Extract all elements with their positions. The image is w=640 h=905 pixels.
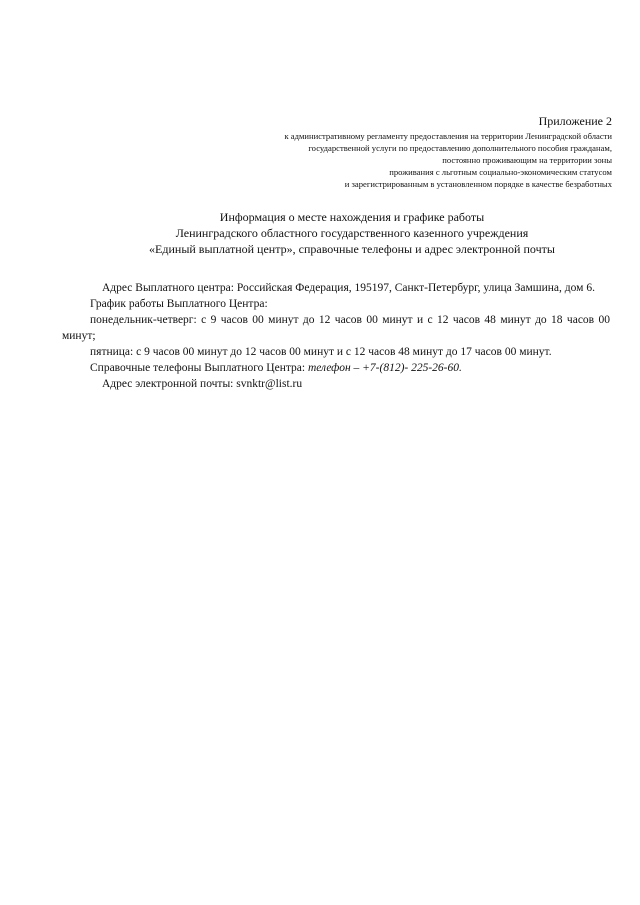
appendix-block — [284, 113, 612, 190]
email-paragraph — [62, 376, 610, 392]
document-heading — [62, 209, 640, 257]
appendix-line: государственной услуги по предоставлению дополнительного пособия гражданам, — [308, 143, 612, 153]
heading-line: «Единый выплатной центр», справочные телефоны и адрес электронной почты — [149, 242, 555, 256]
phones-paragraph — [62, 360, 610, 376]
heading-line: Ленинградского областного государственного казенного учреждения — [175, 226, 529, 240]
phones-value: телефон – +7-(812)- 225-26-60. — [307, 362, 462, 374]
schedule-mon-thu: понедельник-четверг: с 9 часов 00 минут до 12 часов 00 минут и с 12 часов 48 минут до 18 часов 00 минут; — [62, 314, 610, 342]
appendix-line: к административному регламенту предоставления на территории Ленинградской области — [284, 131, 612, 141]
schedule-title: График работы Выплатного Центра: — [90, 298, 268, 310]
schedule-fri: пятница: с 9 часов 00 минут до 12 часов 00 минут и с 12 часов 48 минут до 17 часов 00 минут. — [90, 346, 552, 358]
phones-label: Справочные телефоны Выплатного Центра: — [90, 362, 308, 374]
heading-line: Информация о месте нахождения и графике работы — [219, 210, 485, 224]
address-paragraph: Адрес Выплатного центра: Российская Федерация, 195197, Санкт-Петербург, улица Замшина, дом 6. — [102, 282, 595, 294]
appendix-line: проживания с льготным социально-экономическим статусом — [389, 167, 612, 177]
document-body — [62, 280, 610, 392]
appendix-line: постоянно проживающим на территории зоны — [442, 155, 612, 165]
appendix-line: и зарегистрированным в установленном порядке в качестве безработных — [344, 179, 612, 189]
email-link[interactable]: svnktr@list.ru — [236, 378, 303, 390]
email-label: Адрес электронной почты: — [102, 378, 237, 390]
appendix-title: Приложение 2 — [538, 114, 612, 128]
